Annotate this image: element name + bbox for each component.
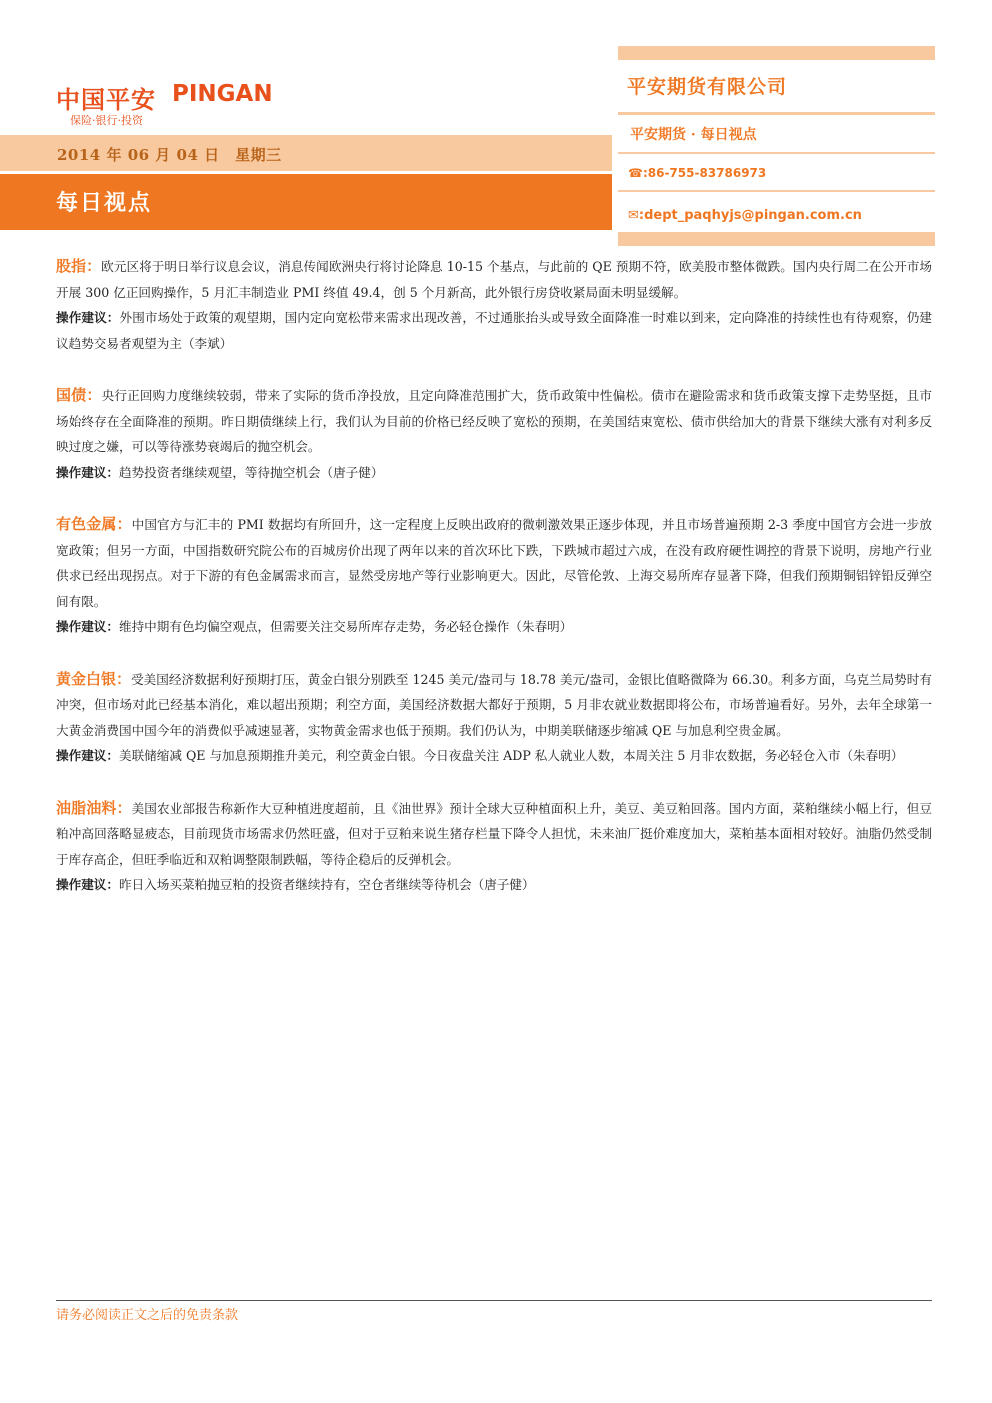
pingan-logo [56, 80, 326, 130]
report-date: 2014 年 06 月 04 日 星期三 [57, 146, 282, 164]
section-body [56, 254, 932, 305]
advice-text: 昨日入场买菜粕抛豆粕的投资者继续持有，空仓者继续等待机会（唐子健） [118, 877, 535, 892]
footer-divider [56, 1300, 932, 1301]
section-heading: 国债： [56, 386, 102, 404]
info-box-divider [618, 190, 935, 192]
info-box-divider [618, 152, 935, 154]
section-gold-silver [56, 667, 932, 769]
section-advice [56, 872, 932, 898]
section-nonferrous-metals [56, 512, 932, 640]
logo-tagline: 保险·银行·投资 [70, 114, 143, 127]
report-title: 每日视点 [56, 190, 153, 216]
section-text: 央行正回购力度继续较弱，带来了实际的货币净投放，且定向降准范围扩大，货币政策中性偏松。债市在避险需求和货币政策支撑下走势坚挺，且市场始终存在全面降准的预期。昨日期债继续上行，我们认为目前的价格已经反映了宽松的预期，在美国结束宽松、债市供给加大的背景下继续大涨有对利多反映过度之嫌，可以等待涨势衰竭后的抛空机会。 [56, 388, 932, 454]
report-body [56, 254, 932, 925]
section-body [56, 383, 932, 460]
section-body [56, 667, 932, 744]
section-treasury-bonds [56, 383, 932, 485]
advice-text: 趋势投资者继续观望，等待抛空机会（唐子健） [118, 464, 384, 480]
info-box-top-bar [618, 46, 935, 60]
info-box-bottom-bar [618, 232, 935, 246]
section-heading: 油脂油料： [56, 798, 132, 817]
section-text: 受美国经济数据利好预期打压，黄金白银分别跌至 1245 美元/盎司与 18.78 美元/盎司，金银比值略微降为 66.30。利多方面，乌克兰局势时有冲突，但市场对此已经基本消化，难以超出预期；利空方面，美国经济数据大都好于预期，5 月非农就业数据即将公布，市场普遍看好。另外，去年全球第一大黄金消费国中国今年的消费似乎减速显著，实物黄金需求也低于预期。我们仍认为，中期美联储逐步缩减 QE 与加息利空贵金属。 [56, 671, 932, 738]
section-heading: 股指： [56, 257, 102, 275]
advice-text: 外围市场处于政策的观望期，国内定向宽松带来需求出现改善，不过通胀抬头或导致全面降准一时难以到来，定向降准的持续性也有待观察，仍建议趋势交易者观望为主（李斌） [56, 310, 933, 351]
advice-label: 操作建议： [56, 619, 119, 634]
info-box-divider [618, 112, 935, 115]
section-heading: 有色金属： [56, 515, 132, 533]
company-name: 平安期货有限公司 [627, 76, 788, 98]
advice-label: 操作建议： [56, 877, 119, 892]
section-advice [56, 305, 932, 356]
section-advice [56, 743, 932, 769]
section-text: 中国官方与汇丰的 PMI 数据均有所回升，这一定程度上反映出政府的微刺激效果正逐步体现，并且市场普遍预期 2-3 季度中国官方会进一步放宽政策；但另一方面，中国指数研究院公布的百城房价出现了两年以来的首次环比下跌，下跌城市超过六成，在没有政府硬性调控的背景下说明，房地产行业供求已经出现拐点。对于下游的有色金属需求而言，显然受房地产等行业影响更大。因此，尽管伦敦、上海交易所库存显著下降，但我们预期铜铝锌铅反弹空间有限。 [56, 517, 932, 609]
contact-phone: ☎:86-755-83786973 [628, 166, 767, 180]
advice-label: 操作建议： [56, 748, 119, 763]
advice-label: 操作建议： [56, 464, 119, 480]
section-heading: 黄金白银： [56, 669, 132, 688]
info-box-subtitle: 平安期货 · 每日视点 [630, 127, 757, 143]
logo-cn-text: 中国平安 [56, 86, 156, 114]
advice-text: 美联储缩减 QE 与加息预期推升美元，利空黄金白银。今日夜盘关注 ADP 私人就业人数，本周关注 5 月非农数据，务必轻仓入市（朱春明） [118, 748, 904, 763]
section-body [56, 796, 932, 873]
section-body [56, 512, 932, 614]
section-advice [56, 614, 932, 640]
section-advice [56, 460, 932, 486]
contact-email[interactable]: ✉:dept_paqhyjs@pingan.com.cn [628, 208, 862, 223]
section-text: 美国农业部报告称新作大豆种植进度超前，且《油世界》预计全球大豆种植面积上升，美豆、美豆粕回落。国内方面，菜粕继续小幅上行，但豆粕冲高回落略显疲态，目前现货市场需求仍然旺盛，但对于豆粕来说生猪存栏量下降令人担忧，未来油厂挺价难度加大，菜粕基本面相对较好。油脂仍然受制于库存高企，但旺季临近和双粕调整限制跌幅，等待企稳后的反弹机会。 [56, 800, 932, 867]
section-stock-index [56, 254, 932, 356]
section-oils-oilseeds [56, 796, 932, 898]
advice-text: 维持中期有色均偏空观点，但需要关注交易所库存走势，务必轻仓操作（朱春明） [118, 619, 573, 634]
advice-label: 操作建议： [56, 310, 120, 325]
logo-en-text: PINGAN [172, 81, 273, 107]
footer-disclaimer: 请务必阅读正文之后的免责条款 [56, 1308, 239, 1323]
section-text: 欧元区将于明日举行议息会议，消息传闻欧洲央行将讨论降息 10-15 个基点，与此前的 QE 预期不符，欧美股市整体微跌。国内央行周二在公开市场开展 300 亿正回购操作，5 月汇丰制造业 PMI 终值 49.4，创 5 个月新高，此外银行房贷收紧局面未明显缓解。 [56, 259, 932, 300]
